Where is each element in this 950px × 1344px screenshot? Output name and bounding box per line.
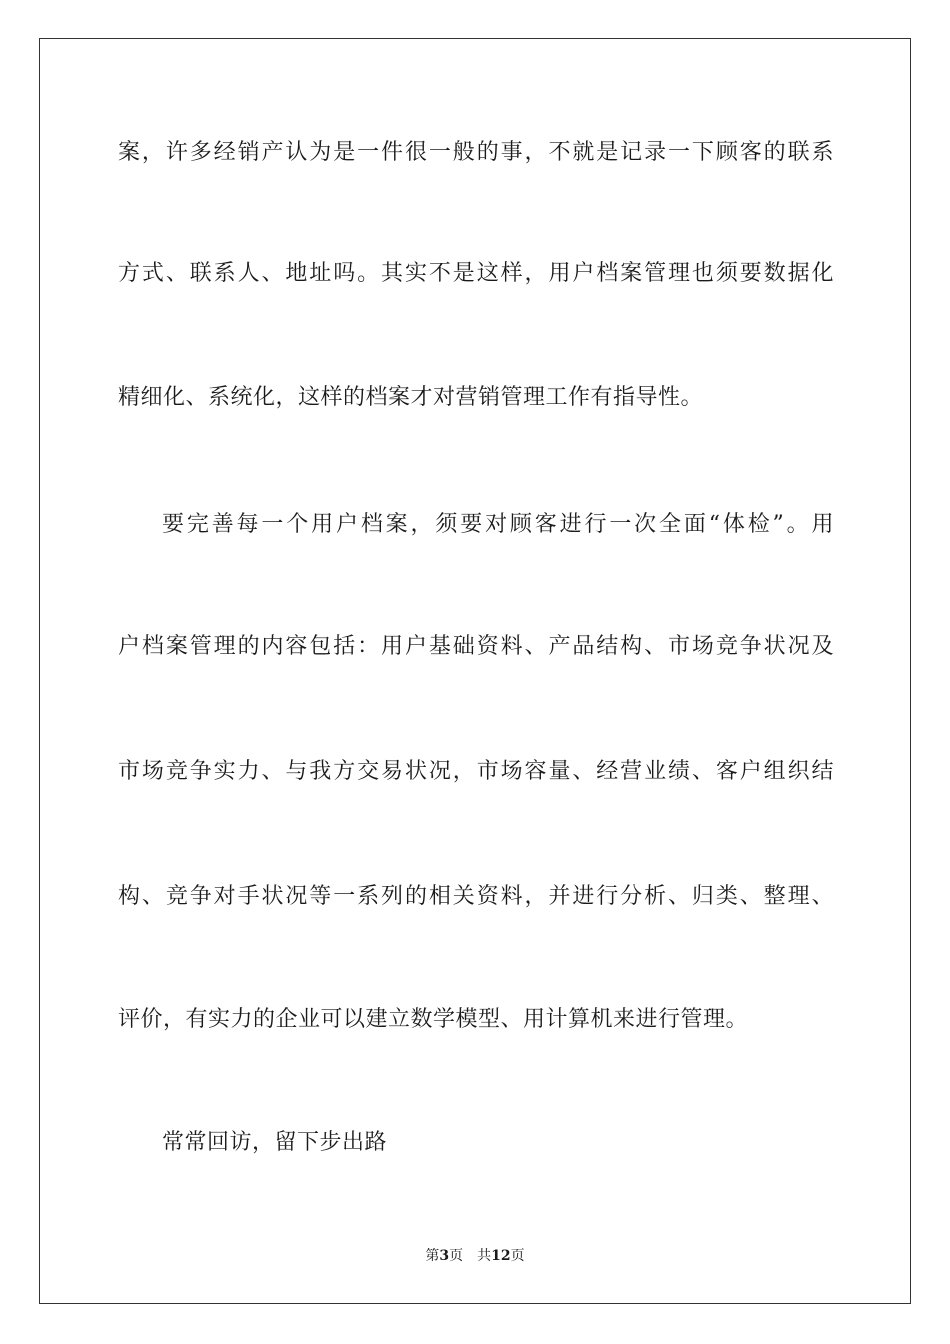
page-border	[39, 38, 911, 1304]
body-line: 方式、联系人、地址吗。其实不是这样，用户档案管理也须要数据化	[118, 261, 834, 286]
body-line-paragraph-start: 要完善每一个用户档案，须要对顾客进行一次全面“体检”。用	[162, 512, 834, 537]
body-line: 户档案管理的内容包括：用户基础资料、产品结构、市场竞争状况及	[118, 634, 834, 659]
page-prefix: 第	[425, 1248, 440, 1264]
body-line: 案，许多经销产认为是一件很一般的事，不就是记录一下顾客的联系	[118, 140, 834, 165]
section-heading: 常常回访，留下步出路	[162, 1130, 388, 1155]
page-current: 3	[439, 1248, 450, 1264]
page-total: 12	[491, 1248, 511, 1264]
page-footer	[0, 1246, 950, 1266]
body-line: 市场竞争实力、与我方交易状况，市场容量、经营业绩、客户组织结	[118, 759, 834, 784]
body-line: 精细化、系统化，这样的档案才对营销管理工作有指导性。	[118, 385, 704, 410]
body-line: 评价，有实力的企业可以建立数学模型、用计算机来进行管理。	[118, 1007, 749, 1032]
body-line: 构、竞争对手状况等一系列的相关资料，并进行分析、归类、整理、	[118, 884, 834, 909]
total-suffix: 页	[510, 1248, 525, 1264]
page-suffix: 页	[449, 1248, 464, 1264]
total-prefix: 共	[477, 1248, 492, 1264]
